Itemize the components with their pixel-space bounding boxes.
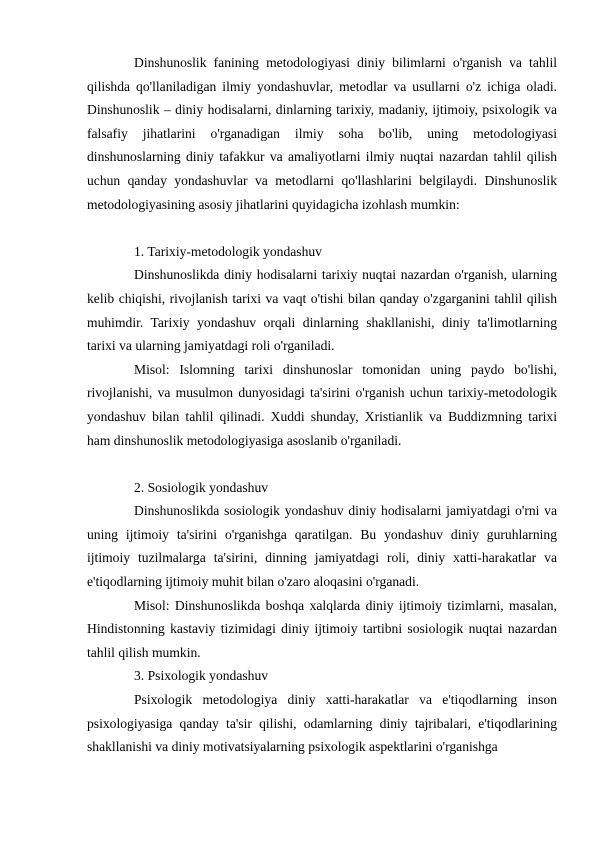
document-page bbox=[87, 51, 557, 759]
section-1-heading: 1. Tarixiy-metodologik yondashuv bbox=[134, 243, 322, 259]
section-1-example: Misol: Islomning tarixi dinshunoslar tomonidan uning paydo bo'lishi, rivojlanishi, va musulmon dunyosidagi ta'sirini o'rganish uchun tarixiy-metodologik yondashuv bilan tahlil qilinadi. Xuddi shunday, Xristianlik va Buddizmning tarixi ham dinshunoslik metodologiyasiga asoslanib o'rganiladi. bbox=[87, 361, 557, 448]
section-1-body: Dinshunoslikda diniy hodisalarni tarixiy nuqtai nazardan o'rganish, ularning kelib chiqishi, rivojlanish tarixi va vaqt o'tishi bilan qanday o'zgarganini tahlil qilish muhimdir. Tarixiy yondashuv orqali dinlarning shakllanishi, diniy ta'limotlarning tarixi va ularning jamiyatdagi roli o'rganiladi. bbox=[87, 267, 557, 354]
intro-paragraph: Dinshunoslik fanining metodologiyasi diniy bilimlarni o'rganish va tahlil qilishda qo'llaniladigan ilmiy yondashuvlar, metodlar va usullarni o'z ichiga oladi. Dinshunoslik – diniy hodisalarni, dinlarning tarixiy, madaniy, ijtimoiy, psixologik va falsafiy jihatlarini o'rganadigan ilmiy soha bo'lib, uning metodologiyasi dinshunoslarning diniy tafakkur va amaliyotlarni ilmiy nuqtai nazardan tahlil qilish uchun qanday yondashuvlar va metodlarni qo'llashlarini belgilaydi. Dinshunoslik metodologiyasining asosiy jihatlarini quyidagicha izohlash mumkin: bbox=[87, 55, 557, 212]
section-2-body: Dinshunoslikda sosiologik yondashuv diniy hodisalarni jamiyatdagi o'rni va uning ijtimoiy ta'sirini o'rganishga qaratilgan. Bu yondashuv diniy guruhlarning ijtimoiy tuzilmalarga ta'sirini, dinning jamiyatdagi roli, diniy xatti-harakatlar va e'tiqodlarning ijtimoiy muhit bilan o'zaro aloqasini o'rganadi. bbox=[87, 503, 557, 590]
paragraph-spacer bbox=[87, 216, 557, 240]
section-3-body: Psixologik metodologiya diniy xatti-harakatlar va e'tiqodlarning inson psixologiyasiga qanday ta'sir qilishi, odamlarning diniy tajribalari, e'tiqodlarining shakllanishi va diniy motivatsiyalarning psixologik aspektlarini o'rganishga bbox=[87, 692, 557, 755]
paragraph-spacer bbox=[87, 452, 557, 476]
section-2-example: Misol: Dinshunoslikda boshqa xalqlarda diniy ijtimoiy tizimlarni, masalan, Hindistonning kastaviy tizimidagi diniy ijtimoiy tartibni sosiologik nuqtai nazardan tahlil qilish mumkin. bbox=[87, 597, 557, 660]
section-3-heading: 3. Psixologik yondashuv bbox=[134, 668, 269, 684]
section-2-heading: 2. Sosiologik yondashuv bbox=[134, 479, 269, 495]
